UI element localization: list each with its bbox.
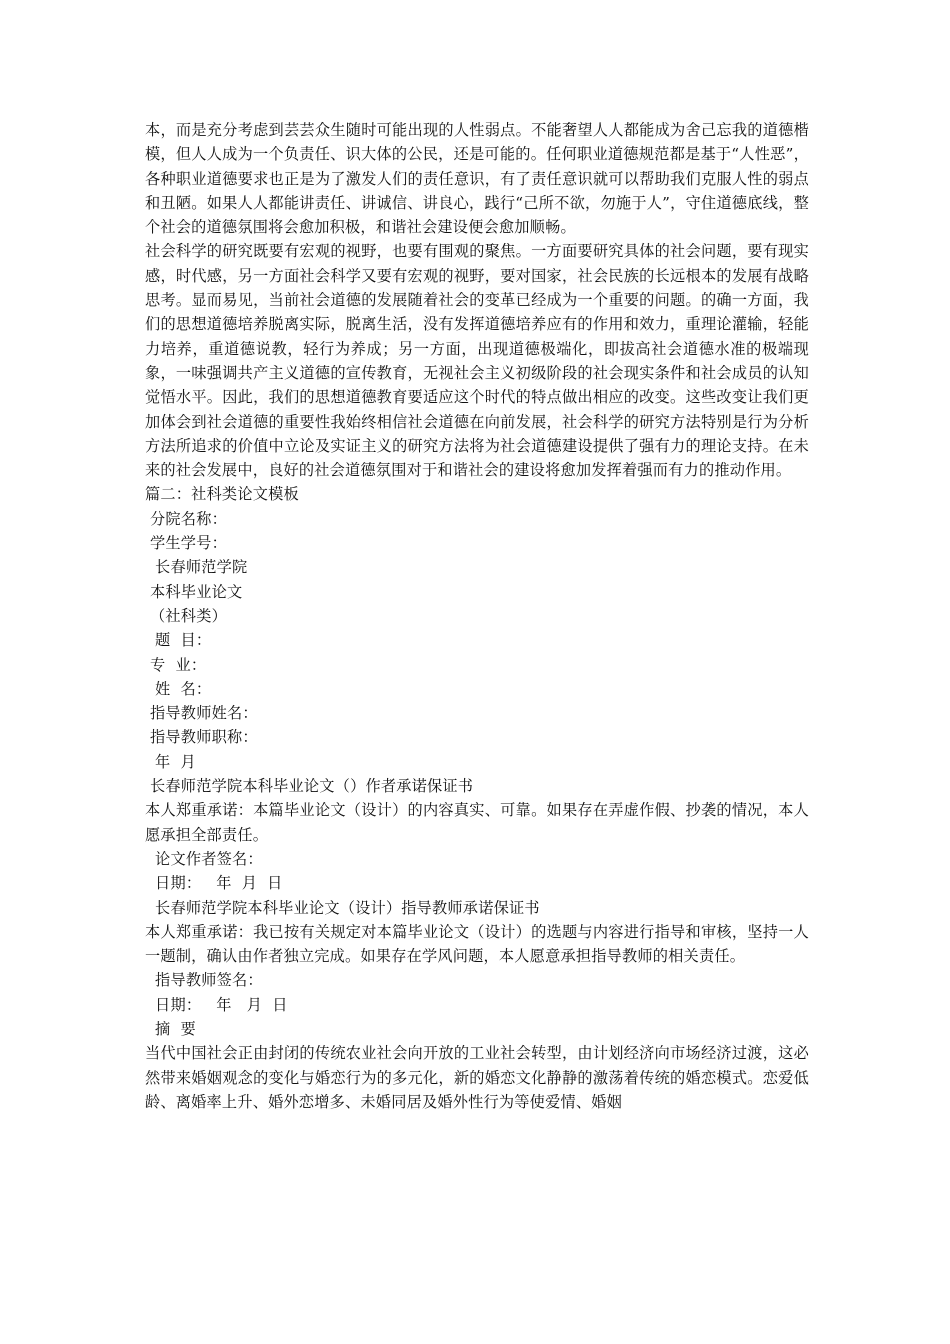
paragraph-social-science: 社会科学的研究既要有宏观的视野，也要有围观的聚焦。一方面要研究具体的社会问题，要有现实感，时代感，另一方面社会科学又要有宏观的视野，要对国家，社会民族的长远根本的发展有战略思考。显而易见，当前社会道德的发展随着社会的变革已经成为一个重要的问题。的确一方面，我们的思想道德培养脱离实际，脱离生活，没有发挥道德培养应有的作用和效力，重理论灌输，轻能力培养，重道德说教，轻行为养成；另一方面，出现道德极端化，即拔高社会道德水准的极端现象，一味强调共产主义道德的宣传教育，无视社会主义初级阶段的社会现实条件和社会成员的认知觉悟水平。因此，我们的思想道德教育要适应这个时代的特点做出相应的改变。这些改变让我们更加体会到社会道德的重要性我始终相信社会道德在向前发展，社会科学的研究方法特别是行为分析方法所追求的价值中立论及实证主义的研究方法将为社会道德建设提供了强有力的理论支持。在未来的社会发展中，良好的社会道德氛围对于和谐社会的建设将愈加发挥着强而有力的推动作用。 (145, 242, 809, 480)
field-name: 姓 名： (145, 679, 212, 698)
field-title: 题 目： (145, 631, 212, 650)
paragraph-responsibility: 本，而是充分考虑到芸芸众生随时可能出现的人性弱点。不能奢望人人都能成为舍己忘我的道德楷模，但人人成为一个负责任、识大体的公民，还是可能的。任何职业道德规范都是基于“人性恶”，各种职业道德要求也正是为了激发人们的责任意识，有了责任意识就可以帮助我们克服人性的弱点和丑陋。如果人人都能讲责任、讲诚信、讲良心，践行“己所不欲，勿施于人”，守住道德底线，整个社会的道德氛围将会愈加积极，和谐社会建设便会愈加顺畅。 (145, 121, 809, 237)
author-pledge-title: 长春师范学院本科毕业论文（）作者承诺保证书 (145, 777, 474, 796)
document-page (145, 118, 809, 1114)
advisor-pledge-text: 本人郑重承诺：我已按有关规定对本篇毕业论文（设计）的选题与内容进行指导和审核，坚持一人一题制，确认由作者独立完成。如果存在学风问题，本人愿意承担指导教师的相关责任。 (145, 922, 809, 966)
school-name: 长春师范学院 (145, 558, 248, 577)
field-year-month: 年 月 (145, 752, 196, 771)
field-date-advisor: 日期： 年 月 日 (145, 995, 288, 1014)
section-heading: 篇二：社科类论文模板 (145, 485, 299, 504)
field-advisor-signature: 指导教师签名： (145, 971, 263, 990)
advisor-pledge-title: 长春师范学院本科毕业论文（设计）指导教师承诺保证书 (145, 898, 540, 917)
field-major: 专 业： (145, 655, 207, 674)
field-advisor-title: 指导教师职称： (145, 728, 258, 747)
field-college: 分院名称： (145, 509, 227, 528)
field-advisor-name: 指导教师姓名： (145, 704, 258, 723)
field-date-author: 日期： 年 月 日 (145, 874, 283, 893)
author-pledge-text: 本人郑重承诺：本篇毕业论文（设计）的内容真实、可靠。如果存在弄虚作假、抄袭的情况，本人愿承担全部责任。 (145, 801, 809, 844)
thesis-type: 本科毕业论文 (145, 582, 243, 601)
field-student-id: 学生学号： (145, 534, 227, 553)
field-author-signature: 论文作者签名： (145, 849, 263, 868)
abstract-text: 当代中国社会正由封闭的传统农业社会向开放的工业社会转型，由计划经济向市场经济过渡，这必然带来婚姻观念的变化与婚恋行为的多元化，新的婚恋文化静静的激荡着传统的婚恋模式。恋爱低龄、离婚率上升、婚外恋增多、未婚同居及婚外性行为等使爱情、婚姻 (145, 1044, 809, 1111)
thesis-category: （社科类） (145, 606, 227, 625)
abstract-heading: 摘 要 (145, 1019, 196, 1038)
